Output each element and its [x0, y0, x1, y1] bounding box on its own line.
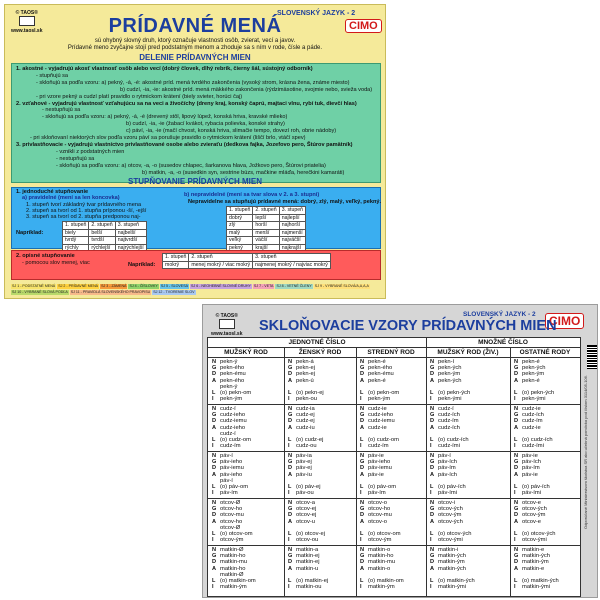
table-cell: pekný — [227, 244, 253, 252]
case-labels: N G D A L I — [288, 453, 293, 497]
divider — [284, 348, 285, 596]
irregular-comparison-table — [226, 206, 306, 252]
division-line: - pri skloňovaní niektorých slov podľa vzoru páví sa porušuje pravidlo o rytmickom krátení (liščí brlo, vtáčí spev) — [30, 135, 306, 142]
declension-cell: pekn-ý pekn-ého pekn-ému pekn-ého pekn-ý (o) pekn-om pekn-ým — [220, 359, 252, 403]
column-header: ŽENSKÝ ROD — [298, 349, 342, 356]
declension-cell: matkin-a matkin-ej matkin-ej matkin-u (o) matkin-ej matkin-ou — [296, 547, 329, 591]
declension-cell: matkin-Ø matkin-ho matkin-mu matkin-ho matkin-Ø (o) matkin-om matkin-ým — [220, 547, 256, 591]
declension-cell: pekn-í pekn-ých pekn-ým pekn-ých (o) pekn-ých pekn-ými — [438, 359, 471, 403]
divider — [208, 498, 580, 499]
declension-cell: matkin-i matkin-ých matkin-ým matkin-ých (o) matkin-ých matkin-ými — [438, 547, 475, 591]
column-header: 3. stupeň — [115, 222, 146, 230]
logo-text: © TAOS® — [15, 10, 38, 16]
divider — [208, 545, 580, 546]
table-row — [163, 261, 331, 269]
case-labels: N G D A L I — [514, 500, 519, 544]
table-cell: najmenej mokrý / najviac mokrý — [253, 261, 331, 269]
table-cell: najväčší — [279, 237, 305, 245]
division-line: - nestupňujú sa — [42, 107, 81, 114]
division-header: DELENIE PRÍDAVNÝCH MIEN — [139, 53, 251, 62]
page-title: PRÍDAVNÉ MENÁ — [108, 15, 282, 37]
irregular-line: Nepravidelne sa stupňujú prídavné mená: dobrý, zlý, malý, veľký, pekný. — [188, 199, 382, 205]
irregular-title: b) nepravidelné (mení sa tvar slova v 2. a 3. stupni) — [184, 192, 320, 198]
declension-cell: cudz-í cudz-ích cudz-ím cudz-ích (o) cudz-ích cudz-ími — [438, 406, 469, 450]
table-row — [227, 229, 306, 237]
table-cell: mokrý — [163, 261, 189, 269]
descriptive-line: - pomocou slov menej, viac — [22, 260, 90, 266]
table-cell: najlepší — [279, 214, 305, 222]
case-labels: N G D A L I — [430, 453, 435, 497]
legend-item: SJ 8 - VETNÉ ČLENY — [276, 284, 312, 288]
case-labels: N G D A L I — [430, 500, 435, 544]
table-cell: tvrdý — [63, 237, 89, 245]
intro-line: sú ohybný slovný druh, ktorý označuje vlastnosti osôb, zvierat, vecí a javov. — [94, 38, 296, 44]
cimo-logo: CIMO — [545, 313, 584, 329]
column-header: OSTATNÉ RODY — [519, 349, 571, 356]
subject-label: SLOVENSKÝ JAZYK - 2 — [463, 311, 536, 318]
division-text — [16, 66, 372, 177]
regular-line: 3. stupeň sa tvorí od 2. stupňa predponou naj- — [26, 214, 141, 220]
taos-logo — [211, 313, 243, 337]
legend-item: SJ 2 - PRÍDAVNÉ MENÁ — [58, 284, 99, 288]
case-labels: N G D A L I — [288, 547, 293, 591]
table-cell: najrýchlejší — [115, 244, 146, 252]
division-line: - vznikli z podstatných mien — [56, 148, 125, 155]
table-cell: väčší — [253, 237, 279, 245]
legend-item: SJ 9 - VYBRANÉ SLOVÁ/A,A,A,A — [314, 284, 369, 288]
table-row — [227, 214, 306, 222]
approval-text: Odporúčané Ministerstvom školstva SR ako učebná pomôcka pod číslom 3114/05-106. — [583, 375, 588, 530]
singular-header: JEDNOTNÉ ČÍSLO — [288, 339, 346, 346]
division-line: - nestupňujú sa — [56, 155, 95, 162]
column-header: 2. stupeň — [89, 222, 115, 230]
division-line: b) cudzí, -ia, -ie: akostné príd. mená mäkkého zakončenia (rýdzimäsotine, svojmie nebo, svieža voda) — [120, 86, 373, 93]
declension-cell: cudz-í cudz-ieho cudz-iemu cudz-ieho cudz-í (o) cudz-om cudz-ím — [220, 406, 251, 450]
division-line: - stupňujú sa — [36, 72, 69, 79]
table-cell: najmenší — [279, 229, 305, 237]
logo-url: www.taosl.sk — [211, 331, 243, 337]
column-header: 1. stupeň — [63, 222, 89, 230]
table-cell: najkrajší — [279, 244, 305, 252]
divider — [208, 357, 580, 358]
case-labels: N G D A L I — [514, 547, 519, 591]
subject-label: SLOVENSKÝ JAZYK - 2 — [277, 10, 356, 17]
regular-comparison-table — [62, 221, 147, 252]
declension-cell: otcov-o otcov-ho otcov-mu otcov-o (o) otcov-om otcov-ým — [368, 500, 401, 544]
division-line: - skloňujú sa podľa vzoru: a) pekný, -á, -é (drevený stôl, lipový lúpež, konská hriva, kravské mlieko) — [42, 114, 288, 121]
case-labels: N G D A L I — [514, 359, 519, 403]
legend-item: SJ 3 - ZÁMENÁ — [101, 284, 127, 288]
table-cell: najbelší — [115, 229, 146, 237]
declension-cell: otcov-i otcov-ých otcov-ým otcov-ých (o) otcov-ých otcov-ými — [438, 500, 472, 544]
declension-cell: otcov-Ø otcov-ho otcov-mu otcov-ho otcov-Ø (o) otcov-om otcov-ým — [220, 500, 253, 544]
series-legend — [11, 284, 379, 295]
case-labels: N G D A L I — [360, 406, 365, 450]
declension-cell: otcov-a otcov-ej otcov-ej otcov-u (o) otcov-ej otcov-ou — [296, 500, 325, 544]
descriptive-table — [162, 253, 331, 269]
division-line: c) páví, -ia, -ie (mačí chvost, konská hriva, slimačie tempo, dovezí roh, obrie nádoby) — [126, 128, 337, 135]
comparison-header: STUPŇOVANIE PRÍDAVNÝCH MIEN — [128, 177, 262, 186]
table-cell: lepší — [253, 214, 279, 222]
case-labels: N G D A L I — [430, 359, 435, 403]
simple-comparison-section — [11, 187, 381, 249]
case-labels: N G D A L I — [430, 406, 435, 450]
table-cell: dobrý — [227, 214, 253, 222]
case-labels: N G D A L I — [288, 359, 293, 403]
barcode — [587, 345, 597, 369]
division-line: - skloňujú sa podľa vzoru: a) otcov, -a, -o (susedov chlapec, šarkanova hlava, Jožkovo pero, Štúrovi priatelia) — [56, 162, 326, 169]
declension-cell: páv-ie páv-ieho páv-iemu páv-ie (o) páv-om páv-ím — [368, 453, 397, 497]
divider — [356, 348, 357, 596]
case-labels: N G D A L I — [212, 453, 217, 497]
regular-line: 1. stupeň tvorí základný tvar prídavného mena — [26, 202, 142, 208]
example-label: Napríklad: — [16, 230, 44, 236]
division-line: - skloňujú sa podľa vzoru: a) pekný, -á, -é: akostné príd. mená tvrdého zakončenia (vysoký strom, krásna žena, známe miesto) — [36, 79, 350, 86]
division-section — [11, 63, 381, 183]
column-header: MUŽSKÝ ROD (ŽIV.) — [437, 349, 499, 356]
descriptive-comparison-section — [11, 250, 381, 280]
table-row — [227, 222, 306, 230]
declension-cell: pekn-á pekn-ej pekn-ej pekn-ú (o) pekn-ej pekn-ou — [296, 359, 324, 403]
case-labels: N G D A L I — [360, 453, 365, 497]
table-cell: rýchly — [63, 244, 89, 252]
intro-line: Prídavné meno zvyčajne stojí pred podstatným menom a zhoduje sa s ním v rode, čísle a páde. — [67, 45, 323, 51]
division-line: b) cudzí, -ia, -ie (žabací kvákot, rybacia polievka, konské strahy) — [126, 121, 285, 128]
case-labels: N G D A L I — [514, 453, 519, 497]
table-row — [227, 237, 306, 245]
cimo-logo: CIMO — [345, 19, 382, 33]
declension-cell: cudz-ie cudz-ích cudz-ím cudz-ie (o) cudz-ích cudz-ími — [522, 406, 553, 450]
declension-cell: cudz-ie cudz-ieho cudz-iemu cudz-ie (o) cudz-om cudz-ím — [368, 406, 399, 450]
declension-cell: páv-í páv-ích páv-ím páv-ích (o) páv-ích páv-ími — [438, 453, 466, 497]
column-header: 2. stupeň — [189, 254, 253, 262]
case-labels: N G D A L I — [212, 406, 217, 450]
case-labels: N G D A L I — [430, 547, 435, 591]
division-line: - pri vzore pekný a cudzí platí pravidlo o rytmickom krátení (biely svieter, horúci čaj) — [36, 93, 243, 100]
division-line: 2. vzťahové - vyjadrujú vlastnosť vzťahujúcu sa na veci a živočíchy (dreny kraj, konský čaprú, majtaci vlnu, rybí tuk, dievčí hlas) — [16, 100, 357, 107]
case-labels: N G D A L I — [212, 359, 217, 403]
column-header: 1. stupeň — [163, 254, 189, 262]
legend-item: SJ 6 - NEOHEBNÉ SLOVNÉ DRUHY — [191, 284, 251, 288]
division-line: b) matkin, -a, -o (susedkin syn, sestrine búzs, mačkine mláďa, herečkini kamaráti) — [142, 169, 345, 176]
logo-icon — [219, 319, 235, 329]
table-cell: najtvrdší — [115, 237, 146, 245]
column-header: 2. stupeň — [253, 207, 279, 215]
table-cell: menší — [253, 229, 279, 237]
descriptive-title: 2. opisné stupňovanie — [16, 253, 75, 259]
table-cell: zlý — [227, 222, 253, 230]
declension-cell: matkin-o matkin-ho matkin-mu matkin-o (o) matkin-om matkin-ým — [368, 547, 404, 591]
case-labels: N G D A L I — [212, 547, 217, 591]
table-cell: horší — [253, 222, 279, 230]
table-cell: menej mokrý / viac mokrý — [189, 261, 253, 269]
case-labels: N G D A L I — [360, 359, 365, 403]
declension-cell: pekn-é pekn-ého pekn-ému pekn-é (o) pekn-om pekn-ým — [368, 359, 400, 403]
case-labels: N G D A L I — [288, 500, 293, 544]
declension-cell: cudz-ia cudz-ej cudz-ej cudz-iu (o) cudz-ej cudz-ou — [296, 406, 324, 450]
divider — [208, 451, 580, 452]
table-cell: krajší — [253, 244, 279, 252]
table-cell: rýchlejší — [89, 244, 115, 252]
table-cell: biely — [63, 229, 89, 237]
declension-cell: páv-ie páv-ích páv-ím páv-ie (o) páv-ích páv-ími — [522, 453, 550, 497]
simple-title: 1. jednoduché stupňovanie — [16, 189, 89, 195]
declension-cell: otcov-e otcov-ých otcov-ým otcov-e (o) otcov-ých otcov-ými — [522, 500, 556, 544]
regular-title: a) pravidelné (mení sa len koncovka) — [22, 195, 120, 201]
column-header: 1. stupeň — [227, 207, 253, 215]
table-cell: malý — [227, 229, 253, 237]
plural-header: MNOŽNÉ ČÍSLO — [478, 339, 528, 346]
legend-item: SJ 1 - PODSTATNÉ MENÁ — [12, 284, 56, 288]
page-title: SKLOŇOVACIE VZORY PRÍDAVNÝCH MIEN — [259, 318, 557, 334]
case-labels: N G D A L I — [514, 406, 519, 450]
example-label: Napríklad: — [128, 262, 156, 268]
table-cell: veľký — [227, 237, 253, 245]
column-header: MUŽSKÝ ROD — [224, 349, 268, 356]
column-header: STREDNÝ ROD — [367, 349, 415, 356]
divider — [208, 404, 580, 405]
legend-item: SJ 11 - PRAVIDLÁ SLOVENSKÉHO PRAVOPISU — [70, 290, 151, 294]
adjectives-card — [4, 4, 386, 299]
divider — [510, 348, 511, 596]
table-row — [63, 229, 147, 237]
declension-cell: páv-ia páv-ej páv-ej páv-iu (o) páv-ej páv-ou — [296, 453, 321, 497]
divider — [426, 338, 427, 596]
case-labels: N G D A L I — [288, 406, 293, 450]
declension-cell: matkin-e matkin-ých matkin-ým matkin-e (o) matkin-ých matkin-ými — [522, 547, 559, 591]
logo-url: www.taosl.sk — [11, 28, 43, 34]
case-labels: N G D A L I — [360, 500, 365, 544]
legend-item: SJ 10 - VYBRANÉ SLOVÁ PODĽA — [12, 290, 68, 294]
logo-text: © TAOS® — [215, 313, 238, 319]
legend-item: SJ 12 - TVORENIE SLOV — [153, 290, 195, 294]
table-row — [63, 237, 147, 245]
declension-cell: pekn-é pekn-ých pekn-ým pekn-é (o) pekn-ých pekn-ými — [522, 359, 555, 403]
column-header: 3. stupeň — [279, 207, 305, 215]
divider — [208, 347, 580, 348]
table-cell: najhorší — [279, 222, 305, 230]
regular-line: 2. stupeň sa tvorí od 1. stupňa príponou -ší, -ejší — [26, 208, 147, 214]
declension-card — [202, 304, 598, 598]
approval-note — [583, 375, 595, 585]
case-labels: N G D A L I — [212, 500, 217, 544]
declension-table — [207, 337, 581, 597]
legend-item: SJ 4 - ČÍSLOVKY — [129, 284, 158, 288]
intro-text — [5, 38, 385, 52]
legend-item: SJ 7 - VETA — [253, 284, 274, 288]
division-line: 1. akostné - vyjadrujú akosť vlastnosť osôb alebo vecí (dobrý človek, dlhý rebrík, čierny šál, sústojný odborník) — [16, 66, 313, 72]
case-labels: N G D A L I — [360, 547, 365, 591]
division-line: 3. privlastňovacie - vyjadrujú vlastníctvo privlastňované osobe alebo zvieraťu (dedkova fajka, Jozefovo pero, Štúrov pamätník) — [16, 141, 353, 148]
table-cell: belší — [89, 229, 115, 237]
declension-cell: páv-í páv-ieho páv-iemu páv-ieho páv-í (o) páv-om páv-ím — [220, 453, 249, 497]
table-cell: tvrdší — [89, 237, 115, 245]
column-header: 3. stupeň — [253, 254, 331, 262]
legend-item: SJ 5 - SLOVESÁ — [160, 284, 188, 288]
